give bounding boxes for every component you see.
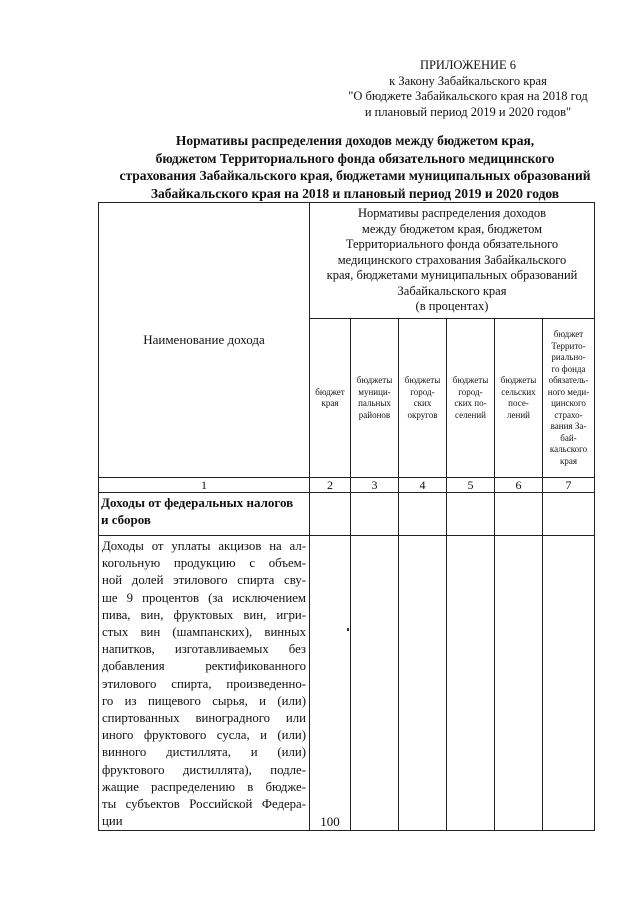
value-district-budgets	[351, 536, 399, 831]
col-header-line: город-	[410, 386, 435, 397]
description-line: ной долей этилового спирта сву-	[102, 573, 306, 588]
table-cell	[310, 493, 351, 536]
col-header-line: обязатель-	[548, 375, 589, 385]
description-line: пива, вин, фруктовых вин, игри-	[102, 607, 306, 622]
title-line: Нормативы распределения доходов между бюджетом края,	[175, 133, 535, 148]
title-line: бюджетом Территориального фонда обязательного медицинского	[155, 150, 555, 166]
distribution-table	[98, 202, 595, 831]
title-line: страхования Забайкальского края, бюджетами муниципальных образований	[119, 168, 591, 183]
value-health-insurance-fund	[543, 536, 595, 831]
table-cell	[495, 493, 543, 536]
group-header-line: медицинского страхования Забайкальского	[337, 252, 567, 267]
column-number: 1	[99, 478, 310, 493]
col-header-regional-budget	[310, 319, 351, 478]
group-header-line: Нормативы распределения доходов	[357, 206, 547, 221]
column-number: 4	[399, 478, 447, 493]
col-header-line: бюджеты	[404, 375, 441, 385]
section-row	[99, 493, 595, 536]
col-header-line: бюджеты	[500, 375, 537, 385]
group-header-line: Территориального фонда обязательного	[345, 237, 559, 252]
col-header-city-district-budgets	[399, 319, 447, 478]
description-line: стых вин (шампанских), винных	[102, 625, 306, 640]
col-header-health-insurance-fund	[543, 319, 595, 478]
income-name-header: Наименование дохода	[99, 203, 310, 478]
col-header-line: посе-	[508, 398, 529, 408]
column-number-row	[99, 478, 595, 493]
col-header-line: округов	[407, 409, 438, 420]
norms-group-header	[310, 203, 595, 319]
col-header-rural-settlement-budgets	[495, 319, 543, 478]
col-header-line: края	[321, 398, 339, 408]
col-header-district-budgets	[351, 319, 399, 478]
col-header-line: город-	[458, 386, 483, 397]
col-header-line: бюджет	[553, 329, 584, 339]
appendix-header	[318, 58, 618, 120]
appendix-line: "О бюджете Забайкальского края на 2018 год	[348, 89, 588, 103]
col-header-line: бай-	[560, 432, 577, 443]
col-header-line: Террито-	[551, 340, 586, 351]
table-cell	[543, 493, 595, 536]
column-number: 5	[447, 478, 495, 493]
col-header-line: ских	[413, 398, 432, 408]
col-header-line: бюджет	[315, 386, 345, 397]
col-header-line: кальского	[549, 444, 588, 454]
appendix-line: и плановый период 2019 и 2020 годов"	[364, 104, 572, 119]
description-line: этилового спирта, произведенно-	[102, 676, 306, 691]
column-number: 3	[351, 478, 399, 493]
col-header-line: муници-	[358, 386, 391, 397]
col-header-line: районов	[358, 409, 391, 420]
description-line: иного фруктового сусла, и (или)	[102, 728, 306, 743]
description-line: Доходы от уплаты акцизов на ал-	[102, 539, 306, 553]
table-cell	[447, 493, 495, 536]
group-header-line: (в процентах)	[415, 299, 489, 314]
col-header-line: ских по-	[454, 398, 487, 408]
value-rural-settlement-budgets	[495, 536, 543, 831]
description-line: когольную продукцию с объем-	[102, 556, 306, 571]
description-line: жащие распределению в бюдже-	[102, 779, 306, 794]
column-number: 6	[495, 478, 543, 493]
appendix-line: к Закону Забайкальского края	[389, 73, 547, 88]
section-heading-line: Доходы от федеральных налогов	[101, 495, 294, 510]
group-header-line: Забайкальского края	[397, 283, 507, 298]
col-header-line: края	[559, 455, 577, 466]
col-header-line: бюджеты	[356, 375, 393, 385]
value-urban-settlement-budgets	[447, 536, 495, 831]
value-city-district-budgets	[399, 536, 447, 831]
col-header-line: сельских	[501, 386, 536, 397]
col-header-line: го фонда	[551, 363, 586, 374]
col-header-line: селений	[454, 409, 487, 420]
column-number: 2	[310, 478, 351, 493]
scan-mark	[347, 628, 349, 631]
col-header-urban-settlement-budgets	[447, 319, 495, 478]
col-header-line: страхо-	[554, 409, 583, 420]
group-header-line: между бюджетом края, бюджетом	[361, 221, 543, 236]
table-row	[99, 536, 595, 831]
col-header-line: пальных	[358, 398, 391, 408]
document-title	[95, 132, 615, 202]
col-header-line: ного меди-	[547, 386, 590, 397]
section-heading	[99, 493, 310, 536]
value-regional-budget: 100	[310, 536, 351, 831]
income-description	[99, 536, 310, 831]
description-line: спиртованных виноградного или	[102, 711, 306, 726]
title-line: Забайкальского края на 2018 и плановый период 2019 и 2020 годов	[150, 185, 560, 201]
description-line: винного дистиллята, и (или)	[102, 745, 306, 760]
col-header-line: вания За-	[550, 421, 587, 431]
table-cell	[351, 493, 399, 536]
column-number: 7	[543, 478, 595, 493]
col-header-line: лений	[507, 409, 530, 420]
description-line: ции	[102, 814, 123, 829]
col-header-line: бюджеты	[452, 375, 489, 385]
group-header-line: края, бюджетами муниципальных образований	[326, 268, 578, 283]
section-heading-line: и сборов	[101, 512, 151, 527]
col-header-line: цинского	[551, 398, 586, 408]
appendix-line: ПРИЛОЖЕНИЕ 6	[419, 58, 517, 72]
description-line: го из пищевого сырья, и (или)	[102, 693, 306, 708]
description-line: напитков, изготавливаемых без	[102, 642, 306, 657]
description-line: добавления ректификованного	[102, 659, 306, 674]
description-line: ты субъектов Российской Федера-	[102, 797, 306, 812]
table-cell	[399, 493, 447, 536]
col-header-line: риально-	[551, 352, 586, 362]
description-line: фруктового дистиллята), подле-	[102, 762, 306, 777]
description-line: ше 9 процентов (за исключением	[102, 590, 306, 605]
